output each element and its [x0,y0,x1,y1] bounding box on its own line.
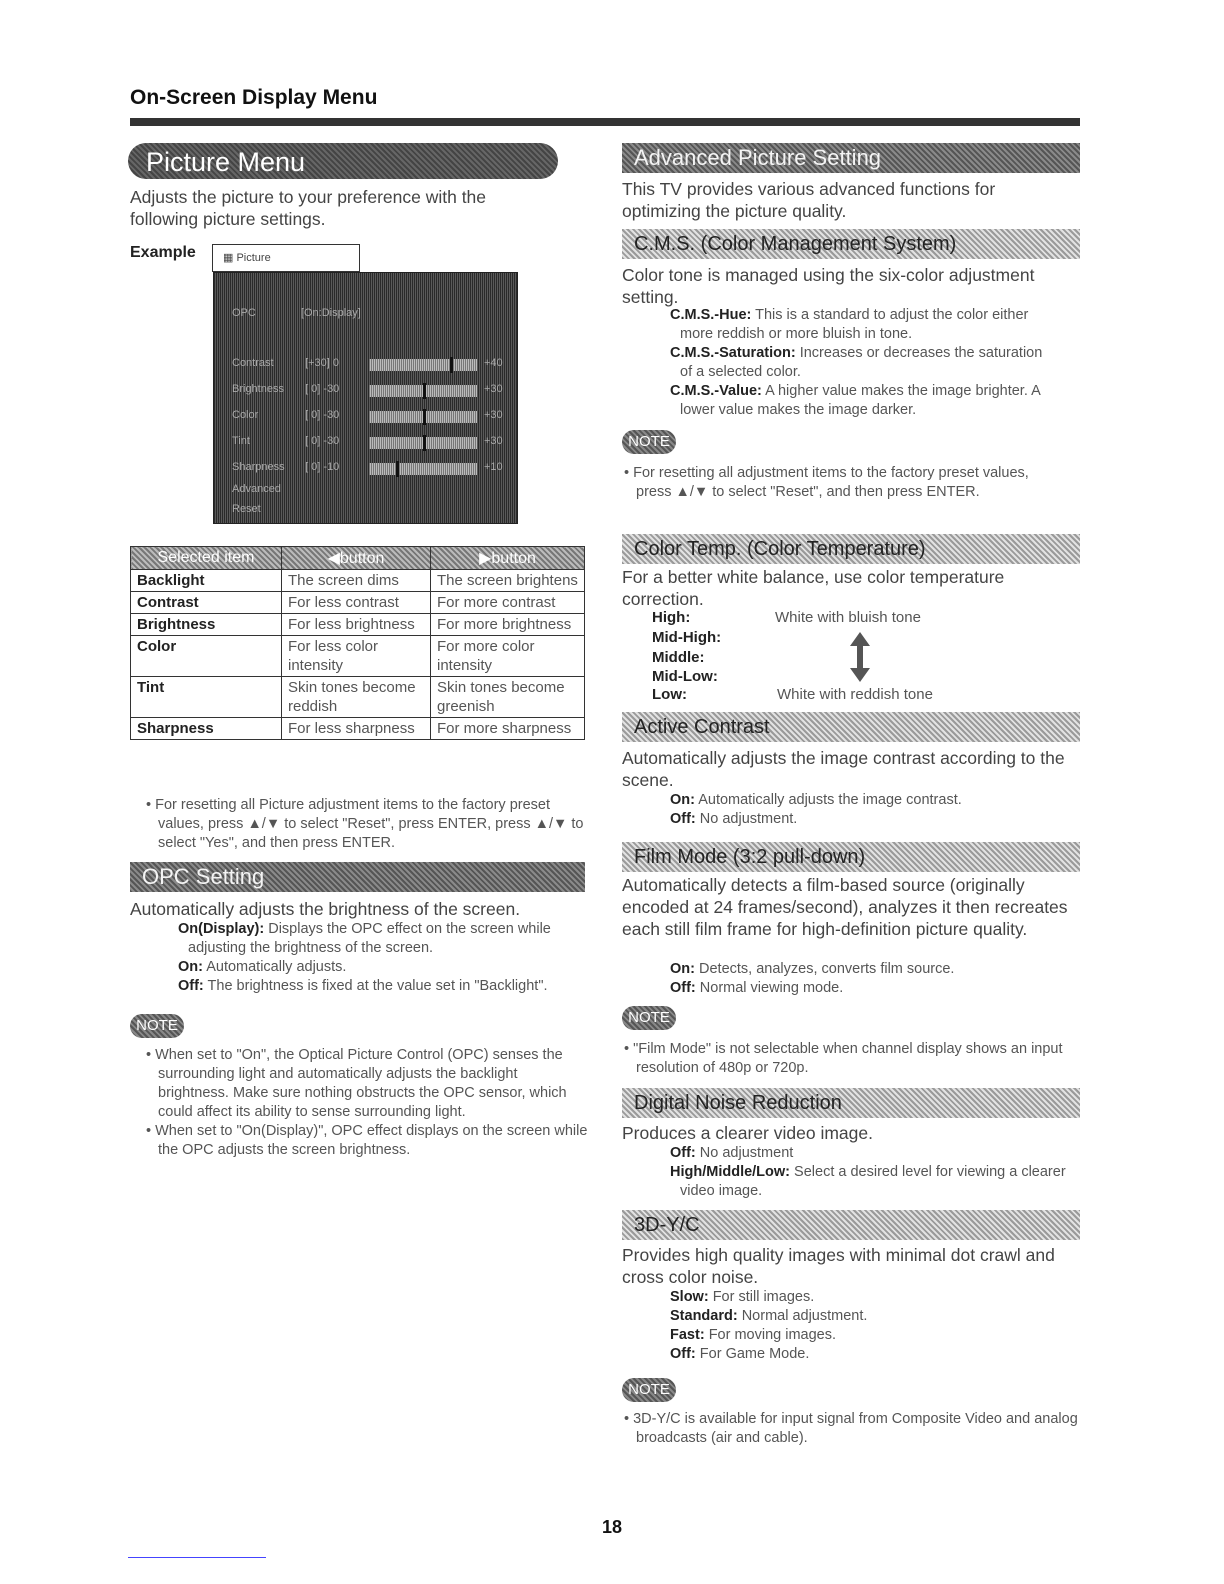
ac-item [652,810,1072,829]
double-arrow-icon [848,632,872,682]
cms-item-desc: Increases or decreases the saturation of a selected color. [680,345,1043,380]
ac-item-term: Off: [670,811,696,827]
osd-slider-label: Sharpness [232,461,285,473]
opc-item [160,958,588,977]
cms-item-desc: This is a standard to adjust the color either more reddish or more bluish in tone. [680,307,1029,342]
table-row [131,614,585,636]
osd-slider-row [232,409,503,421]
ac-item [652,791,1072,810]
opc-notes [146,1046,588,1160]
opc-item-term: On(Display): [178,921,265,937]
header-rule [130,118,1080,126]
footer-line [128,1557,266,1558]
film-item-desc: Normal viewing mode. [699,980,844,996]
table-row [131,636,585,677]
opc-note-badge: NOTE [130,1014,184,1038]
osd-slider-value: [ 0] -30 [305,435,340,447]
ac-item-desc: Automatically adjusts the image contrast. [698,792,962,808]
picture-menu-heading-text: Picture Menu [146,147,306,177]
ct-low-desc: White with reddish tone [777,686,933,703]
picture-reset-note-text: For resetting all Picture adjustment items to the factory preset values, press ▲/▼ to select "Reset", press ENTER, press ▲/▼ to select "Yes", and then press ENTER. [155,797,584,851]
osd-slider-label: Color [232,409,259,421]
osd-slider-max: +30 [484,409,503,421]
yc-item-desc: Normal adjustment. [741,1308,868,1324]
opc-note-text: When set to "On", the Optical Picture Control (OPC) senses the surrounding light and automatically adjusts the backlight brightness. Make sure nothing obstructs the OPC sensor, which could affect its ability to sense surrounding light. [155,1047,567,1120]
ac-item-desc: No adjustment. [699,811,798,827]
selected-item-table [130,546,585,740]
opc-note: • When set to "On(Display)", OPC effect displays on the screen while the OPC adjusts the screen brightness. [146,1123,588,1158]
cms-item-desc: A higher value makes the image brighter. A lower value makes the image darker. [680,383,1040,418]
cms-item [652,382,1052,420]
osd-slider-bar [369,359,477,371]
dnr-intro: Produces a clearer video image. [622,1123,873,1143]
table-cell-left: For less color intensity [282,636,431,677]
color-temp-intro: For a better white balance, use color temperature correction. [622,567,1005,609]
film-item-term: Off: [670,980,696,996]
osd-slider-label: Tint [232,435,250,447]
page-title: On-Screen Display Menu [130,86,378,109]
ct-high-desc: White with bluish tone [775,609,921,626]
yc-item [652,1345,1072,1364]
ac-item-term: On: [670,792,695,808]
cms-item [652,344,1052,382]
yc-item-term: Fast: [670,1327,705,1343]
opc-heading: OPC Setting [130,862,585,892]
table-cell-left: For less brightness [282,614,431,636]
yc-item-desc: For moving images. [708,1327,837,1343]
opc-note: • When set to "On", the Optical Picture Control (OPC) senses the surrounding light and automatically adjusts the backlight brightness. Make sure nothing obstructs the OPC sensor, which could affect its ability to sense surrounding light. [146,1047,567,1120]
active-contrast-heading: Active Contrast [622,712,1080,742]
cms-item [652,306,1052,344]
yc-item-desc: For Game Mode. [699,1346,810,1362]
example-label: Example [130,244,196,261]
ct-mid-low [652,668,718,685]
opc-item-term: On: [178,959,203,975]
opc-intro: Automatically adjusts the brightness of the screen. [130,899,521,919]
dnr-item-desc: No adjustment [699,1145,794,1161]
osd-slider-marker [423,409,426,425]
table-cell-item: Sharpness [131,718,282,740]
dnr-item-desc: Select a desired level for viewing a clearer video image. [680,1164,1066,1199]
cms-intro: Color tone is managed using the six-color adjustment setting. [622,265,1035,307]
osd-slider-marker [396,461,399,477]
ct-high [652,609,690,626]
yc-item-term: Slow: [670,1289,709,1305]
table-cell-left: For less contrast [282,592,431,614]
osd-slider-row [232,435,503,447]
osd-slider-row [232,461,503,473]
active-contrast-items [652,791,1072,829]
osd-opc-value: [On:Display] [300,307,361,319]
table-row [131,677,585,718]
opc-item [160,920,588,958]
film-mode-intro: Automatically detects a film-based source (originally encoded at 24 frames/second), analyzes it then recreates each still film frame for high-definition picture quality. [622,875,1068,939]
picture-reset-note: • For resetting all Picture adjustment items to the factory preset values, press ▲/▼ to select "Reset", press ENTER, press ▲/▼ to select "Yes", and then press ENTER. [146,797,584,851]
yc-item [652,1288,1072,1307]
osd-slider-bar [369,463,477,475]
table-cell-right: The screen brightens [431,570,585,592]
table-cell-right: For more contrast [431,592,585,614]
osd-slider-bar [369,437,477,449]
yc-note-badge: NOTE [622,1378,676,1402]
cms-items [652,306,1052,420]
opc-item-term: Off: [178,978,204,994]
yc-note: • 3D-Y/C is available for input signal from Composite Video and analog broadcasts (air and cable). [624,1411,1078,1446]
ct-middle [652,649,705,666]
osd-slider-marker [423,383,426,399]
yc-item-desc: For still images. [712,1289,815,1305]
osd-slider-value: [ 0] -10 [305,461,340,473]
example-osd-screen [213,272,518,524]
table-cell-item: Backlight [131,570,282,592]
osd-slider-marker [423,435,426,451]
table-cell-right: For more brightness [431,614,585,636]
film-item-term: On: [670,961,695,977]
table-cell-right: For more sharpness [431,718,585,740]
cms-item-term: C.M.S.-Value: [670,383,762,399]
yc-note-text: 3D-Y/C is available for input signal from Composite Video and analog broadcasts (air and cable). [633,1411,1078,1446]
picture-menu-intro: Adjusts the picture to your preference with the following picture settings. [130,187,487,229]
table-header: ◀button [282,547,431,570]
page-number: 18 [602,1517,623,1537]
active-contrast-intro: Automatically adjusts the image contrast according to the scene. [622,748,1065,790]
film-note-text: "Film Mode" is not selectable when channel display shows an input resolution of 480p or 720p. [633,1041,1063,1076]
osd-slider-value: [ 0] -30 [305,383,340,395]
table-cell-item: Contrast [131,592,282,614]
color-temp-heading: Color Temp. (Color Temperature) [622,534,1080,564]
osd-opc-row [232,307,361,319]
cms-item-term: C.M.S.-Saturation: [670,345,796,361]
osd-slider-max: +10 [484,461,503,473]
osd-reset: Reset [232,503,261,515]
ct-mid-low-label: Mid-Low: [652,668,718,685]
dnr-heading: Digital Noise Reduction [622,1088,1080,1118]
dnr-item-term: High/Middle/Low: [670,1164,791,1180]
film-note: • "Film Mode" is not selectable when channel display shows an input resolution of 480p or 720p. [624,1041,1063,1076]
ct-low [652,686,687,703]
table-cell-left: The screen dims [282,570,431,592]
example-title: Picture [236,252,271,264]
picture-icon: ▦ [223,252,234,264]
yc-item-term: Standard: [670,1308,738,1324]
osd-slider-max: +30 [484,383,503,395]
table-row [131,718,585,740]
opc-items [160,920,588,996]
cms-note-badge: NOTE [622,430,676,454]
film-note-badge: NOTE [622,1006,676,1030]
yc-intro: Provides high quality images with minimal dot crawl and cross color noise. [622,1245,1055,1287]
osd-slider-marker [450,357,453,373]
osd-slider-label: Contrast [232,357,274,369]
cms-note: • For resetting all adjustment items to the factory preset values, press ▲/▼ to select "Reset", and then press ENTER. [624,465,1029,500]
table-header: Selected item [131,547,282,570]
advanced-intro: This TV provides various advanced functions for optimizing the picture quality. [622,179,996,221]
table-header: ▶button [431,547,585,570]
opc-item-desc: The brightness is fixed at the value set in "Backlight". [207,978,548,994]
yc-item [652,1307,1072,1326]
picture-menu-heading [128,143,558,179]
cms-item-term: C.M.S.-Hue: [670,307,752,323]
film-item [652,979,1072,998]
cms-heading: C.M.S. (Color Management System) [622,229,1080,259]
opc-item-desc: Displays the OPC effect on the screen while adjusting the brightness of the screen. [188,921,551,956]
table-cell-left: For less sharpness [282,718,431,740]
ct-high-label: High: [652,609,691,626]
osd-slider-bar [369,411,477,423]
table-cell-item: Color [131,636,282,677]
osd-opc-label: OPC [232,307,256,319]
film-item [652,960,1072,979]
ct-middle-label: Middle: [652,649,705,666]
ct-low-label: Low: [652,686,687,703]
osd-slider-value: [+30] 0 [305,357,340,369]
osd-slider-bar [369,385,477,397]
osd-slider-max: +40 [484,357,503,369]
osd-slider-row [232,357,503,369]
table-cell-left: Skin tones become reddish [282,677,431,718]
table-header-row [131,547,585,570]
advanced-heading: Advanced Picture Setting [622,143,1080,173]
opc-item [160,977,588,996]
ct-mid-high-label: Mid-High: [652,629,722,646]
ct-mid-high [652,629,721,646]
osd-slider-row [232,383,503,395]
table-cell-right: Skin tones become greenish [431,677,585,718]
osd-slider-value: [ 0] -30 [305,409,340,421]
osd-advanced: Advanced [232,483,281,495]
table-row [131,592,585,614]
osd-slider-label: Brightness [232,383,284,395]
opc-note-text: When set to "On(Display)", OPC effect displays on the screen while the OPC adjusts the screen brightness. [155,1123,588,1158]
yc-item-term: Off: [670,1346,696,1362]
yc-heading: 3D-Y/C [622,1210,1080,1240]
table-row [131,570,585,592]
film-mode-items [652,960,1072,998]
table-cell-right: For more color intensity [431,636,585,677]
film-mode-heading: Film Mode (3:2 pull-down) [622,842,1080,872]
dnr-item-term: Off: [670,1145,696,1161]
yc-items [652,1288,1072,1364]
table-cell-item: Tint [131,677,282,718]
dnr-items [652,1144,1072,1201]
table-cell-item: Brightness [131,614,282,636]
osd-slider-max: +30 [484,435,503,447]
yc-item [652,1326,1072,1345]
dnr-item [652,1163,1072,1201]
dnr-item [652,1144,1072,1163]
example-title-box [212,244,360,272]
cms-note-text: For resetting all adjustment items to the factory preset values, press ▲/▼ to select "Reset", and then press ENTER. [633,465,1029,500]
opc-item-desc: Automatically adjusts. [206,959,347,975]
film-item-desc: Detects, analyzes, converts film source. [699,961,955,977]
